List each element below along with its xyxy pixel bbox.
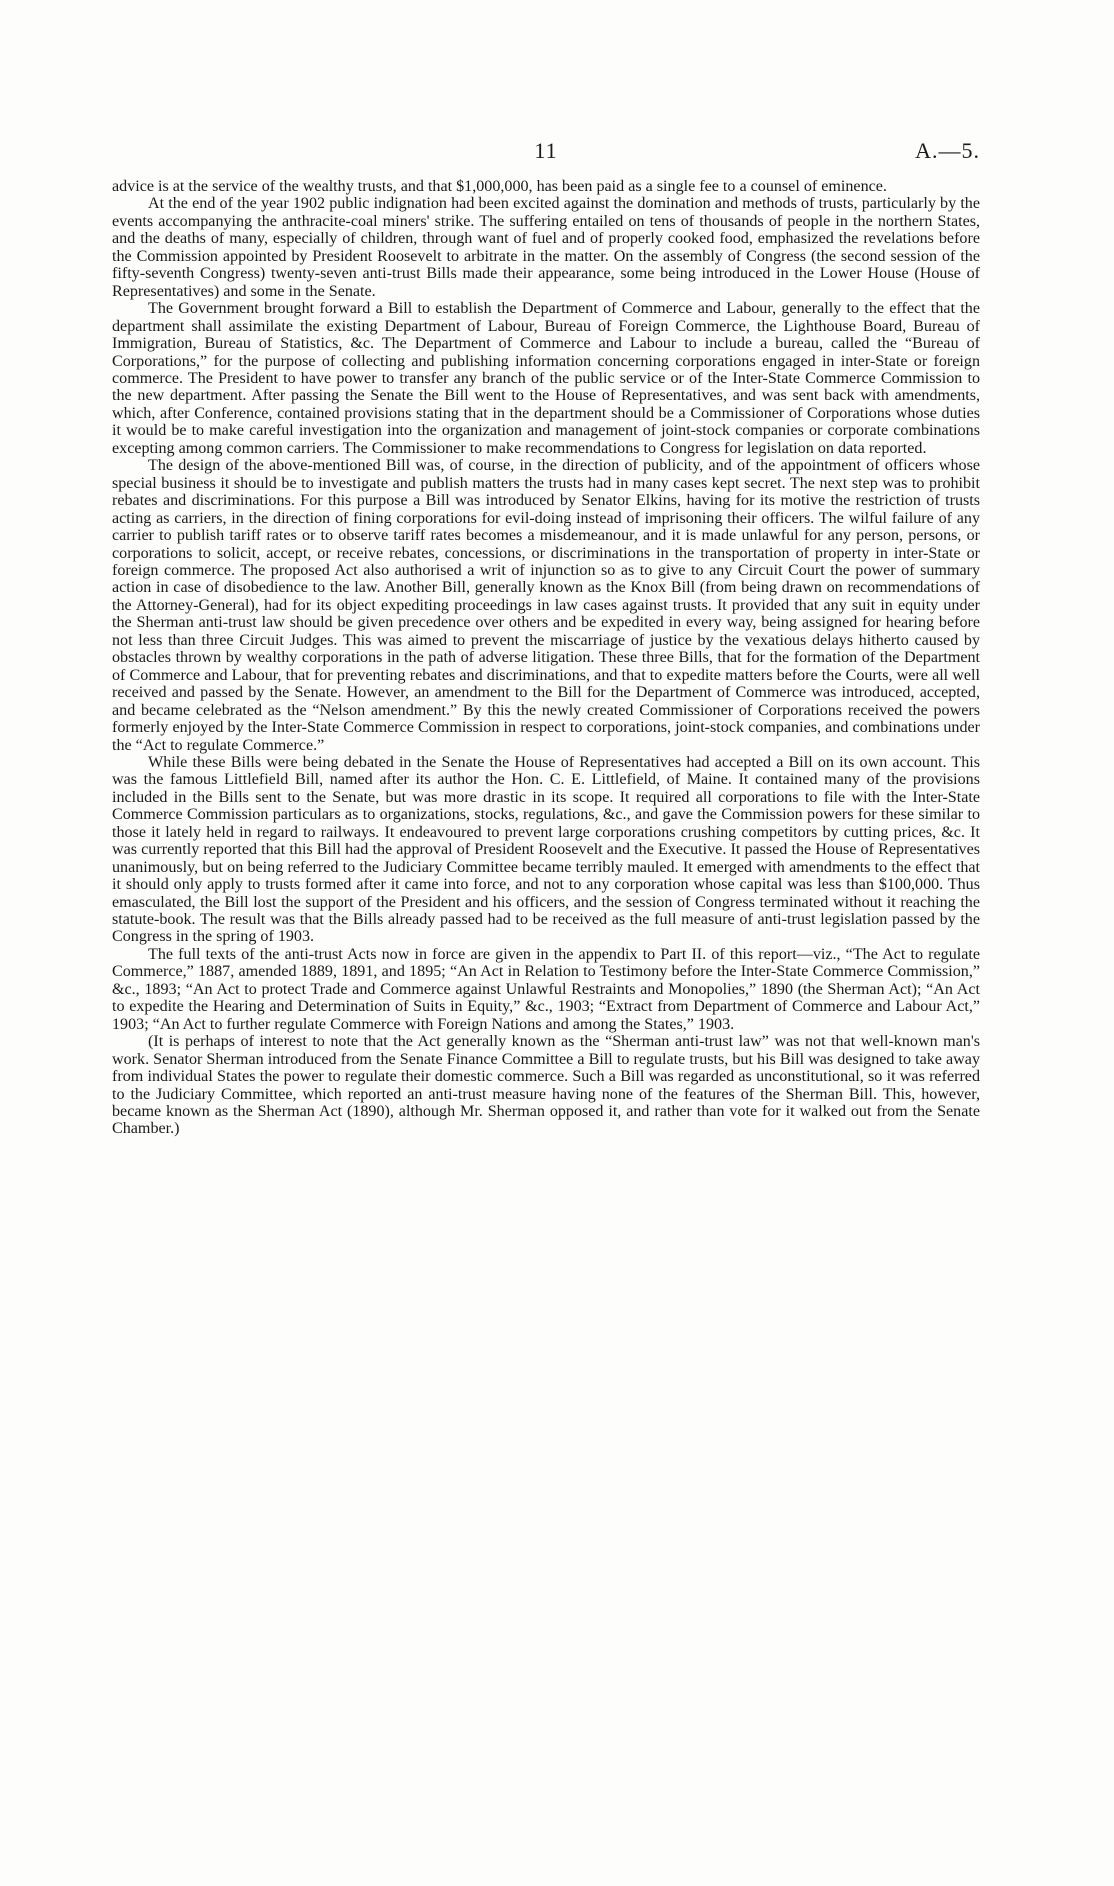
paragraph-littlefield-bill: While these Bills were being debated in the Senate the House of Representatives had accepted a Bill on its own account. This was the famous Littlefield Bill, named after its author the Hon. C. E. Littlefield, of Maine. It contained many of the provisions included in the Bills sent to the Senate, but was more drastic in its scope. It required all corporations to file with the Inter-State Commerce Commission particulars as to organizations, stocks, regulations, &c., and gave the Commission powers for these similar to those it lately held in regard to railways. It endeavoured to prevent large corporations crushing competitors by cutting prices, &c. It was currently reported that this Bill had the approval of President Roosevelt and the Executive. It passed the House of Representatives unanimously, but on being referred to the Judiciary Committee became terribly mauled. It emerged with amendments to the effect that it should only apply to trusts formed after it came into force, and not to any corporation whose capital was less than $100,000. Thus emasculated, the Bill lost the support of the President and his officers, and the session of Congress terminated without it reaching the statute-book. The result was that the Bills already passed had to be received as the full measure of anti-trust legislation passed by the Congress in the spring of 1903.: [112, 753, 980, 946]
paragraph-sherman-note: (It is perhaps of interest to note that the Act generally known as the “Sherman anti-trust law” was not that well-known man's work. Senator Sherman introduced from the Senate Finance Committee a Bill to regulate trusts, but his Bill was designed to take away from individual States the power to regulate their domestic commerce. Such a Bill was regarded as unconstitutional, so it was referred to the Judiciary Committee, which reported an anti-trust measure having none of the features of the Sherman Bill. This, however, became known as the Sherman Act (1890), although Mr. Sherman opposed it, and rather than vote for it walked out from the Senate Chamber.): [112, 1033, 980, 1138]
paragraph-continuation: advice is at the service of the wealthy trusts, and that $1,000,000, has been paid as a single fee to a counsel of eminence.: [112, 178, 887, 195]
paragraph-anti-trust-acts: The full texts of the anti-trust Acts now in force are given in the appendix to Part II. of this report—viz., “The Act to regulate Commerce,” 1887, amended 1889, 1891, and 1895; “An Act in Relation to Testimony before the Inter-State Commerce Commission,” &c., 1893; “An Act to protect Trade and Commerce against Unlawful Restraints and Monopolies,” 1890 (the Sherman Act); “An Act to expedite the Hearing and Determination of Suits in Equity,” &c., 1903; “Extract from Department of Commerce and Labour Act,” 1903; “An Act to further regulate Commerce with Foreign Nations and among the States,” 1903.: [112, 945, 980, 1033]
paragraph-publicity-bills: The design of the above-mentioned Bill was, of course, in the direction of publicity, and of the appointment of officers whose special business it should be to investigate and publish matters the trusts had in many cases kept secret. The next step was to prohibit rebates and discriminations. For this purpose a Bill was introduced by Senator Elkins, having for its motive the restriction of trusts acting as carriers, in the direction of fining corporations for evil-doing instead of imprisoning their officers. The wilful failure of any carrier to publish tariff rates or to observe tariff rates becomes a misdemeanour, and it is made unlawful for any person, persons, or corporations to solicit, accept, or receive rebates, concessions, or discriminations in the transportation of property in inter-State or foreign commerce. The proposed Act also authorised a writ of injunction so as to give to any Circuit Court the power of summary action in case of disobedience to the law. Another Bill, generally known as the Knox Bill (from being drawn on recommendations of the Attorney-General), had for its object expediting proceedings in law cases against trusts. It provided that any suit in equity under the Sherman anti-trust law should be given precedence over others and be expedited in every way, being assigned for hearing before not less than three Circuit Judges. This was aimed to prevent the miscarriage of justice by the vexatious delays hitherto caused by obstacles thrown by wealthy corporations in the path of adverse litigation. These three Bills, that for the formation of the Department of Commerce and Labour, that for preventing rebates and discriminations, and that to expedite matters before the Courts, were all well received and passed by the Senate. However, an amendment to the Bill for the Department of Commerce was introduced, accepted, and became celebrated as the “Nelson amendment.” By this the newly created Commissioner of Corporations received the powers formerly enjoyed by the Inter-State Commerce Commission in respect to corporations, joint-stock companies, and combinations under the “Act to regulate Commerce.”: [112, 457, 980, 754]
body-text: [112, 178, 980, 1138]
document-reference: A.—5.: [915, 138, 980, 163]
paragraph-department-of-commerce: The Government brought forward a Bill to establish the Department of Commerce and Labour, generally to the effect that the department shall assimilate the existing Department of Labour, Bureau of Foreign Commerce, the Lighthouse Board, Bureau of Immigration, Bureau of Statistics, &c. The Department of Commerce and Labour to include a bureau, called the “Bureau of Corporations,” for the purpose of collecting and publishing information concerning corporations engaged in inter-State or foreign commerce. The President to have power to transfer any branch of the public service or of the Inter-State Commerce Commission to the new department. After passing the Senate the Bill went to the House of Representatives, and was sent back with amendments, which, after Conference, contained provisions stating that in the department should be a Commissioner of Corporations whose duties it would be to make careful investigation into the organization and management of joint-stock companies or corporate combinations excepting among common carriers. The Commissioner to make recommendations to Congress for legislation on data reported.: [112, 300, 980, 457]
page-number: 11: [534, 138, 558, 163]
paragraph-public-indignation: At the end of the year 1902 public indignation had been excited against the domination and methods of trusts, particularly by the events accompanying the anthracite-coal miners' strike. The suffering entailed on tens of thousands of people in the northern States, and the deaths of many, especially of children, through want of fuel and of properly cooked food, emphasized the revelations before the Commission appointed by President Roosevelt to arbitrate in the matter. On the assembly of Congress (the second session of the fifty-seventh Congress) twenty-seven anti-trust Bills made their appearance, some being introduced in the Lower House (House of Representatives) and some in the Senate.: [112, 195, 980, 300]
page-header: [112, 138, 980, 168]
